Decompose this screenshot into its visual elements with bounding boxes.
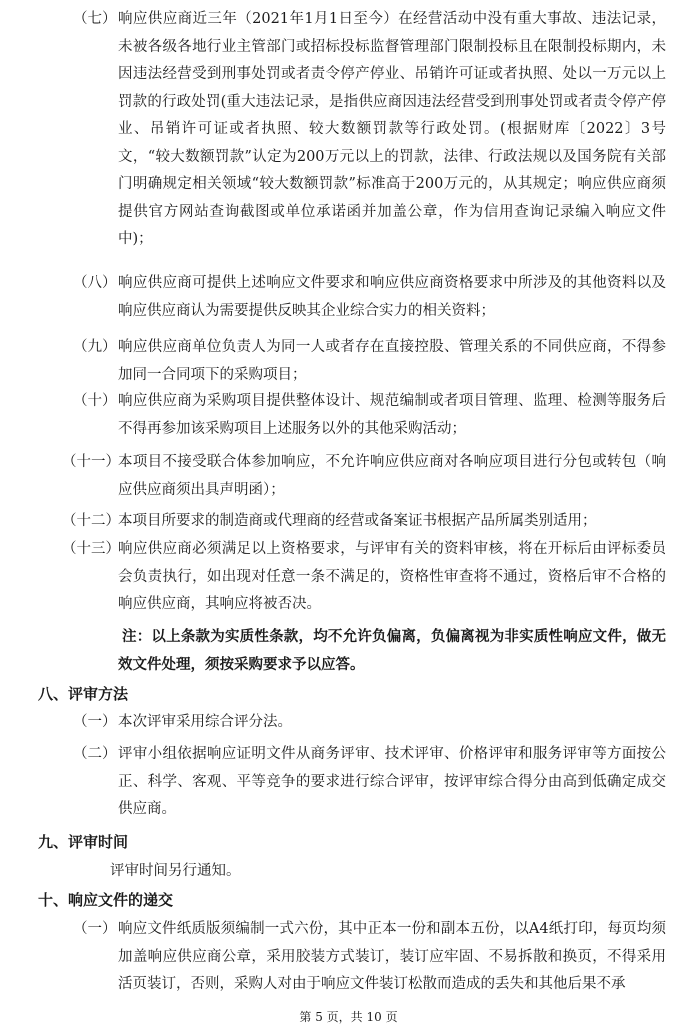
clause-11 [0, 449, 697, 505]
note-text: 注：以上条款为实质性条款，均不允许负偏离，负偏离视为非实质性响应文件，做无效文件处理，须按采购要求予以应答。 [118, 628, 666, 673]
clause-13 [0, 536, 697, 620]
clause-12 [0, 508, 697, 536]
clause-number: （七） [73, 11, 117, 27]
section-heading-evaluation-method: 八、评审方法 [38, 685, 129, 703]
clause-text: 响应供应商可提供上述响应文件要求和响应供应商资格要求中所涉及的其他资料以及响应供应商认为需要提供反映其企业综合实力的相关资料； [118, 275, 666, 319]
clause-text: 评审小组依据响应证明文件从商务评审、技术评审、价格评审和服务评审等方面按公正、科学、客观、平等竞争的要求进行综合评审，按评审综合得分由高到低确定成交供应商。 [118, 746, 666, 817]
clause-number: （一） [73, 714, 117, 730]
clause-number: （二） [73, 746, 117, 762]
clause-7 [0, 6, 697, 254]
clause-10 [0, 388, 697, 444]
section-heading-submission: 十、响应文件的递交 [38, 891, 174, 909]
section10-item-1 [0, 916, 697, 1000]
clause-number: （十三） [62, 541, 120, 557]
section8-item-2 [0, 741, 697, 825]
evaluation-time-text: 评审时间另行通知。 [110, 863, 241, 879]
clause-text: 响应供应商近三年（2021年1月1日至今）在经营活动中没有重大事故、违法记录，未被各级各地行业主管部门或招标投标监督管理部门限制投标且在限制投标期内，未因违法经营受到刑事处罚或者责令停产停业、吊销许可证或者执照、处以一万元以上罚款的行政处罚(重大违法记录，是指供应商因违法经营受到刑事处罚或者责令停产停业、吊销许可证或者执照、较大数额罚款等行政处罚。(根据财库〔2022〕3号文，“较大数额罚款”认定为200万元以上的罚款，法律、行政法规以及国务院有关部门明确规定相关领域“较大数额罚款”标准高于200万元的，从其规定；响应供应商须提供官方网站查询截图或单位承诺函并加盖公章，作为信用查询记录编入响应文件中)； [118, 11, 666, 247]
section8-item-1 [0, 709, 697, 737]
clause-text: 本次评审采用综合评分法。 [118, 714, 292, 730]
clause-number: （十） [73, 393, 117, 409]
clause-9 [0, 334, 697, 390]
clause-number: （十一） [62, 454, 120, 470]
page-number: 第 5 页，共 10 页 [299, 1010, 398, 1024]
clause-number: （十二） [62, 513, 120, 529]
substantive-note [0, 623, 697, 679]
section-heading-evaluation-time: 九、评审时间 [38, 833, 129, 851]
clause-text: 响应供应商必须满足以上资格要求，与评审有关的资料审核，将在开标后由评标委员会负责执行，如出现对任意一条不满足的，资格性审查将不通过，资格后审不合格的响应供应商，其响应将被否决。 [118, 541, 666, 612]
clause-8 [0, 270, 697, 326]
clause-text: 响应文件纸质版须编制一式六份，其中正本一份和副本五份，以A4纸打印，每页均须加盖响应供应商公章，采用胶装方式装订，装订应牢固、不易拆散和换页，不得采用活页装订，否则，采购人对由于响应文件装订松散而造成的丢失和其他后果不承 [118, 921, 666, 992]
clause-number: （一） [73, 921, 117, 937]
clause-number: （九） [73, 339, 117, 355]
clause-text: 响应供应商为采购项目提供整体设计、规范编制或者项目管理、监理、检测等服务后不得再参加该采购项目上述服务以外的其他采购活动； [118, 393, 666, 437]
clause-text: 本项目不接受联合体参加响应，不允许响应供应商对各响应项目进行分包或转包（响应供应商须出具声明函）； [118, 454, 666, 498]
clause-text: 响应供应商单位负责人为同一人或者存在直接控股、管理关系的不同供应商，不得参加同一合同项下的采购项目； [118, 339, 666, 383]
clause-number: （八） [73, 275, 117, 291]
clause-text: 本项目所要求的制造商或代理商的经营或备案证书根据产品所属类别适用； [118, 513, 597, 529]
